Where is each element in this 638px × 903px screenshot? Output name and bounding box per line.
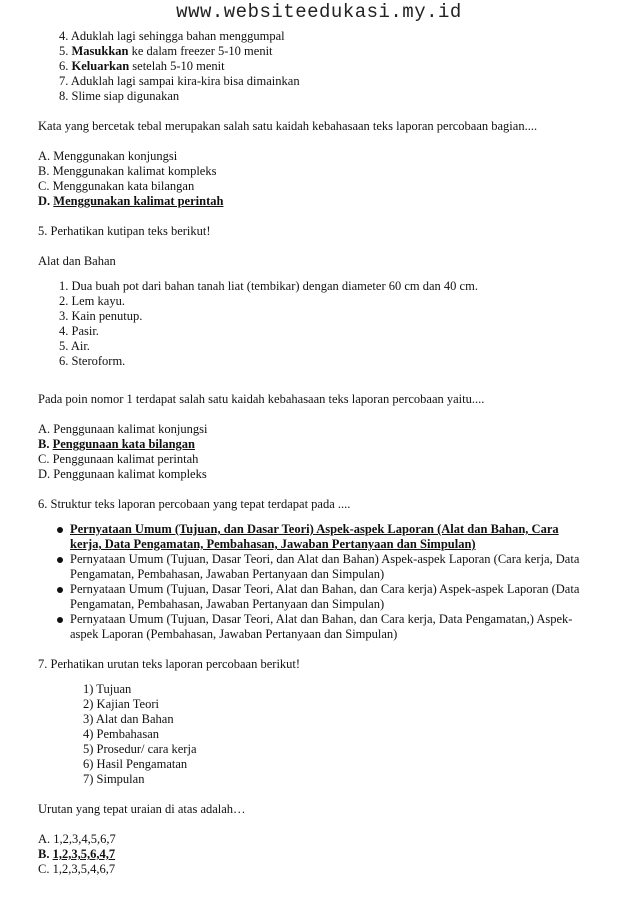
- step-text: Aduklah lagi sampai kira-kira bisa dimainkan: [70, 74, 300, 88]
- step-text: setelah 5-10 menit: [129, 59, 225, 73]
- answer-option: [38, 179, 608, 194]
- option-text: 1,2,3,4,5,6,7: [53, 832, 116, 846]
- bullet-dot: [57, 617, 63, 623]
- answer-option: [38, 437, 608, 452]
- material-number: 1.: [59, 279, 69, 293]
- step-number: 6.: [59, 59, 69, 73]
- step-item: [38, 29, 608, 44]
- answer-option: [38, 422, 608, 437]
- sequence-item: 1) Tujuan: [83, 682, 132, 696]
- structure-option-line: Pengamatan, Pembahasan, Jawaban Pertanyaan dan Simpulan): [70, 597, 385, 611]
- answer-option: [38, 847, 608, 862]
- option-text: Menggunakan kalimat perintah: [53, 194, 224, 208]
- q7-question: Urutan yang tepat uraian di atas adalah…: [38, 802, 246, 816]
- q5-heading: Alat dan Bahan: [38, 254, 116, 268]
- material-number: 5.: [59, 339, 69, 353]
- step-item: [38, 74, 608, 89]
- structure-option-line: kerja, Data Pengamatan, Pembahasan, Jawaban Pertanyaan dan Simpulan): [70, 537, 476, 551]
- option-letter: A.: [38, 832, 51, 846]
- answer-option: [38, 832, 608, 847]
- option-letter: B.: [38, 437, 50, 451]
- option-text: 1,2,3,5,4,6,7: [52, 862, 116, 876]
- answer-option: [38, 194, 608, 209]
- option-letter: B.: [38, 847, 50, 861]
- option-text: Menggunakan kata bilangan: [52, 179, 195, 193]
- option-letter: C.: [38, 862, 50, 876]
- step-number: 7.: [59, 74, 69, 88]
- material-text: Pasir.: [71, 324, 99, 338]
- option-letter: D.: [38, 467, 51, 481]
- q4-question: Kata yang bercetak tebal merupakan salah satu kaidah kebahasaan teks laporan percobaan bagian....: [38, 119, 538, 133]
- sequence-item: 3) Alat dan Bahan: [83, 712, 174, 726]
- option-letter: D.: [38, 194, 51, 208]
- sequence-item: 5) Prosedur/ cara kerja: [83, 742, 197, 756]
- bullet-dot: [57, 587, 63, 593]
- step-text: ke dalam freezer 5-10 menit: [128, 44, 273, 58]
- bullet-dot: [57, 527, 63, 533]
- structure-option-line: Pernyataan Umum (Tujuan, Dasar Teori, dan Alat dan Bahan) Aspek-aspek Laporan (Cara kerja, Data: [70, 552, 580, 566]
- structure-option: [38, 582, 608, 612]
- option-letter: A.: [38, 422, 51, 436]
- step-item: [38, 44, 608, 59]
- q5-question: Pada poin nomor 1 terdapat salah satu kaidah kebahasaan teks laporan percobaan yaitu....: [38, 392, 485, 406]
- answer-option: [38, 164, 608, 179]
- material-item: [38, 294, 608, 309]
- structure-option: [38, 612, 608, 642]
- document-content: [38, 29, 608, 877]
- material-number: 6.: [59, 354, 69, 368]
- sequence-item: 2) Kajian Teori: [83, 697, 159, 711]
- answer-option: [38, 149, 608, 164]
- option-letter: B.: [38, 164, 50, 178]
- q6-options: [38, 522, 608, 642]
- option-text: Penggunaan kalimat konjungsi: [53, 422, 208, 436]
- option-text: Penggunaan kalimat kompleks: [53, 467, 207, 481]
- material-text: Kain penutup.: [71, 309, 143, 323]
- material-text: Steroform.: [71, 354, 126, 368]
- step-bold-keyword: Keluarkan: [71, 59, 130, 73]
- step-bold-keyword: Masukkan: [71, 44, 129, 58]
- step-number: 5.: [59, 44, 69, 58]
- option-text: Penggunaan kata bilangan: [52, 437, 196, 451]
- structure-option-line: aspek Laporan (Pembahasan, Jawaban Pertanyaan dan Simpulan): [70, 627, 398, 641]
- bullet-dot: [57, 557, 63, 563]
- materials-list: [38, 279, 608, 369]
- structure-option: [38, 522, 608, 552]
- material-text: Lem kayu.: [71, 294, 125, 308]
- step-item: [38, 59, 608, 74]
- material-number: 3.: [59, 309, 69, 323]
- step-number: 8.: [59, 89, 69, 103]
- sequence-item: 6) Hasil Pengamatan: [83, 757, 188, 771]
- option-text: Menggunakan konjungsi: [53, 149, 178, 163]
- q4-options: [38, 149, 608, 209]
- material-item: [38, 309, 608, 324]
- q7-sequence-list: [38, 682, 608, 787]
- step-number: 4.: [59, 29, 69, 43]
- option-text: 1,2,3,5,6,4,7: [52, 847, 116, 861]
- structure-option-line: Pernyataan Umum (Tujuan, Dasar Teori, Alat dan Bahan, dan Cara kerja, Data Pengamatan,) Aspek-: [70, 612, 573, 626]
- q5-intro: 5. Perhatikan kutipan teks berikut!: [38, 224, 211, 238]
- option-letter: A.: [38, 149, 51, 163]
- watermark: www.websiteedukasi.my.id: [176, 1, 462, 23]
- option-letter: C.: [38, 452, 50, 466]
- step-item: [38, 89, 608, 104]
- material-text: Air.: [70, 339, 90, 353]
- material-item: [38, 324, 608, 339]
- q5-options: [38, 422, 608, 482]
- q7-intro: 7. Perhatikan urutan teks laporan percobaan berikut!: [38, 657, 301, 671]
- step-text: Slime siap digunakan: [71, 89, 180, 103]
- material-item: [38, 354, 608, 369]
- procedure-steps-list: [38, 29, 608, 104]
- option-letter: C.: [38, 179, 50, 193]
- sequence-item: 7) Simpulan: [83, 772, 145, 786]
- q7-options: [38, 832, 608, 877]
- structure-option-line: Pernyataan Umum (Tujuan, dan Dasar Teori) Aspek-aspek Laporan (Alat dan Bahan, Cara: [70, 522, 559, 536]
- material-item: [38, 339, 608, 354]
- material-text: Dua buah pot dari bahan tanah liat (tembikar) dengan diameter 60 cm dan 40 cm.: [71, 279, 478, 293]
- structure-option-line: Pengamatan, Pembahasan, Jawaban Pertanyaan dan Simpulan): [70, 567, 385, 581]
- answer-option: [38, 452, 608, 467]
- answer-option: [38, 467, 608, 482]
- material-item: [38, 279, 608, 294]
- step-text: Aduklah lagi sehingga bahan menggumpal: [70, 29, 285, 43]
- sequence-item: 4) Pembahasan: [83, 727, 160, 741]
- q6-question: 6. Struktur teks laporan percobaan yang tepat terdapat pada ....: [38, 497, 351, 511]
- option-text: Penggunaan kalimat perintah: [52, 452, 199, 466]
- option-text: Menggunakan kalimat kompleks: [52, 164, 217, 178]
- structure-option: [38, 552, 608, 582]
- structure-option-line: Pernyataan Umum (Tujuan, Dasar Teori, Alat dan Bahan, dan Cara kerja) Aspek-aspek Laporan (Data: [70, 582, 580, 596]
- material-number: 4.: [59, 324, 69, 338]
- material-number: 2.: [59, 294, 69, 308]
- answer-option: [38, 862, 608, 877]
